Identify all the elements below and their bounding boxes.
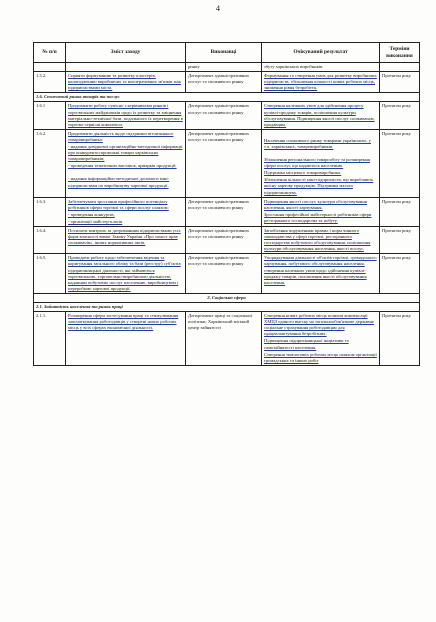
row-content: Сприяти формуванню та розвитку кластерів, налагодженню виробничих та кооперативних зв'язків між підприємствами міста. (66, 72, 186, 93)
row-term: Протягом року (380, 129, 420, 197)
row-content: Продовжити роботу сумісно з керівниками ринків і торговельних майданчиків щодо їх розвитку та зміцнення матеріально-технічної бази, подальшого їх перетворення в торгово-сервісні комплекси. (66, 102, 186, 129)
row-term: Протягом року (380, 102, 420, 129)
row-executor: Департамент адміністративних послуг та споживчого ринку (186, 102, 262, 129)
row-content: Розширення сфери застосування праці та стимулювання започаткування роботодавців у створені нових робочих місць у всіх сферах економічної діяльності. (66, 312, 186, 366)
row-content: Посилити контроль за дотриманням підприємствами усіх форм власності вимог Закону України «Про захист прав споживачів», інших нормативних актів. (66, 226, 186, 253)
table-header-row (34, 43, 420, 63)
section-row (34, 303, 420, 312)
section-heading: 1.6. Споживчий ринок товарів та послуг (34, 93, 420, 102)
header-executor: Виконавці (186, 43, 262, 63)
row-term: Протягом року (380, 72, 420, 93)
row-executor: Департамент адміністративних послуг та споживчого ринку (186, 197, 262, 226)
row-executor: Департамент праці та соціальної політики; Харківський міський центр зайнятості (186, 312, 262, 366)
row-number: 1.6.1 (34, 102, 66, 129)
table-row (34, 72, 420, 93)
action-plan-table (33, 42, 420, 366)
row-executor: Департамент адміністративних послуг та споживчого ринку (186, 226, 262, 253)
table-row (34, 102, 420, 129)
page-number: 4 (216, 4, 220, 13)
row-result: Насичення споживчого ринку товарами українських, у т.ч. харківських, товаровиробників. Збільшення регіонального товарообігу та розширення сфери послуг, що надаються населенню. Підтримка місцевого товаровиробника. Збільшення кількості міні-підприємств, що виробляють якісну харчову продукцію. Підтримка малого підприємництва. (262, 129, 380, 197)
row-executor: Департамент адміністративних послуг та споживчого ринку (186, 129, 262, 197)
section-row (34, 293, 420, 302)
row-result: Створення належних умов для здійснення процесу купівлі-продажу товарів, поліпшення культури обслуговування. Підвищення якості послуг споживачам, продавцям. (262, 102, 380, 129)
table-row (34, 63, 420, 72)
row-term: Протягом року (380, 254, 420, 294)
row-number: 1.6.3. (34, 197, 66, 226)
table-row (34, 226, 420, 253)
header-content: Зміст заходу (66, 43, 186, 63)
row-executor: ринку (186, 63, 262, 72)
row-result: Формування та створення умов для розвитку виробничих підприємств, збільшення кількості нових робочих місць, зниження рівня безробіття. (262, 72, 380, 93)
header-result: Очікуваний результат (262, 43, 380, 63)
row-executor: Департамент адміністративних послуг та споживчого ринку (186, 72, 262, 93)
header-term: Терміни виконання (380, 43, 420, 63)
row-number: 1.6.4. (34, 226, 66, 253)
row-content: Проводити роботу щодо забезпечення ведення та коригування загального обліку та бази (реєстру) суб'єктів підприємницької діяльності, які займаються торговельною, торговельно-виробничою діяльністю, наданням побутових послуг населенню, виробництвом і переробкою харчової продукції. (66, 254, 186, 294)
table-row (34, 129, 420, 197)
row-number: 2.1.1. (34, 312, 66, 366)
row-term: Протягом року (380, 197, 420, 226)
row-number: 1.6.5. (34, 254, 66, 294)
header-number: № п/п (34, 43, 66, 63)
section-row (34, 93, 420, 102)
row-term: Протягом року (380, 226, 420, 253)
row-number: 1.5.2. (34, 72, 66, 93)
row-executor: Департамент адміністративних послуг та споживчого ринку (186, 254, 262, 294)
row-result: Підвищення якості послуг, культури обслуговування населення, якості харчування. Зростання професійної майстерності робітників сфери ресторанного господарства та побуту. (262, 197, 380, 226)
row-content: Забезпечувати зростання професійного потенціалу робітників сфери торгівлі та сфери послуг шляхом: - проведення конкурсів; - організації майстер-класів (66, 197, 186, 226)
row-result: Створення нових робочих місць шляхом компенсації ХМЦЗ єдиного внеску на загальнообов'язкове державне соціальне страхування роботодавцям для працевлаштування безробітних. Підвищення підприємницької ініціативи та самозайнятості населення. Створення тимчасових робочих місць шляхом організації громадських та інших робіт (262, 312, 380, 366)
row-result: Упорядкування діяльності об'єктів торгівлі, громадського харчування, побутового обслуговування населення, створення належних умов щодо здійснення купівлі-продажу товарів, поліпшення якості обслуговування населення. (262, 254, 380, 294)
row-result: збуту харківських виробників. (262, 63, 380, 72)
section-heading: 2. Соціальна сфера (34, 293, 420, 302)
row-result: Запобігання порушенням правил і норм чинного законодавства у сфері торгівлі, ресторанного господарства побутового обслуговування, поліпшення культури обслуговування населення, якості послуг. (262, 226, 380, 253)
row-term: Протягом року (380, 312, 420, 366)
subsection-heading: 2.1. Зайнятість населення та ринок праці (34, 303, 420, 312)
row-number: 1.6.2. (34, 129, 66, 197)
table-row (34, 254, 420, 294)
table-row (34, 197, 420, 226)
row-content: Продовжити діяльність щодо підтримки вітчизняного товаровиробника: - надання довідкової організаційно-методичної інформації про конкурентоспроможні товари харківських товаровиробників; - проведення тематичних виставок, ярмарків продукції; - надання інформаційно-методичної допомоги міні-підприємствам по виробництву харчової продукції. (66, 129, 186, 197)
table-row (34, 312, 420, 366)
